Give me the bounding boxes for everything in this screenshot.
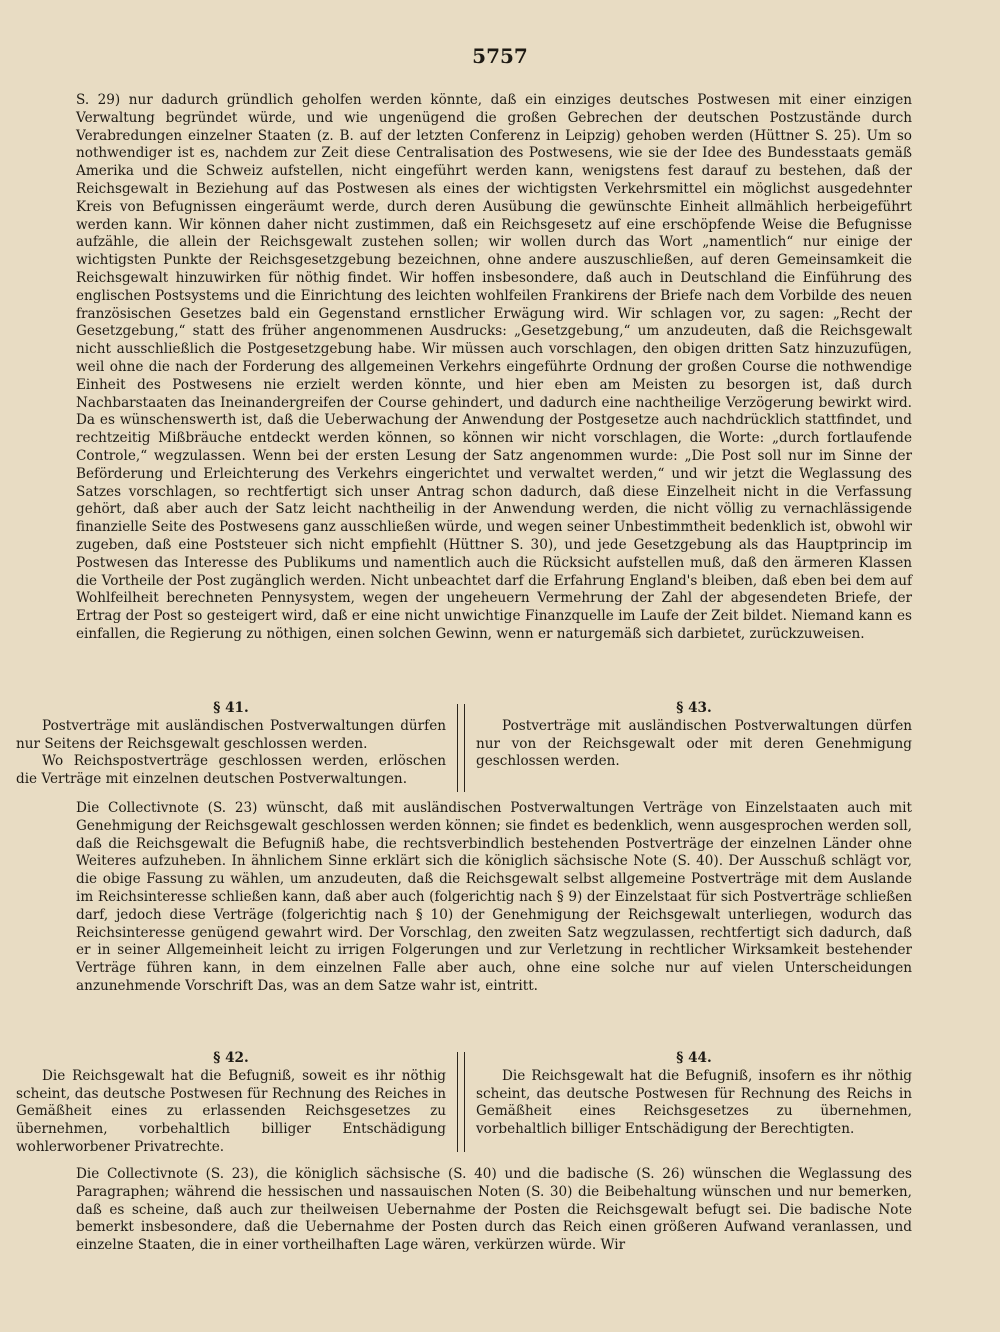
section-44-text-1: Die Reichsgewalt hat die Befugniß, insofern es ihr nöthig scheint, das deutsche Postwesen für Rechnung des Reichs in Gemäßheit eines Reichsgesetzes zu übernehmen, vorbehaltlich billiger Entschädigung der Berechtigten.: [476, 1067, 912, 1138]
body-paragraph-3: Die Collectivnote (S. 23), die königlich sächsische (S. 40) und die badische (S. 26) wünschen die Weglassung des Paragraphen; während die hessischen und nassauischen Noten (S. 30) die Beibehaltung wünschen und nur bemerken, daß es scheine, daß auch zur theilweisen Uebernahme der Posten die Reichsgewalt befugt sei. Die badische Note bemerkt insbesondere, daß die Uebernahme der Posten durch das Reich einen größeren Aufwand veranlassen, und einzelne Staaten, die in einer vortheilhaften Lage wären, verkürzen würde. Wir: [76, 1166, 912, 1254]
section-41-text-2: Wo Reichspostverträge geschlossen werden, erlöschen die Verträge mit einzelnen deutschen Postverwaltungen.: [16, 753, 446, 788]
body-paragraph-1: S. 29) nur dadurch gründlich geholfen werden könnte, daß ein einziges deutsches Postwesen mit einer einzigen Verwaltung begründet würde, und wie ungenügend die großen Gebrechen der deutschen Postzustände durch Verabredungen einzelner Staaten (z. B. auf der letzten Conferenz in Leipzig) gehoben werden (Hüttner S. 25). Um so nothwendiger ist es, nachdem zur Zeit diese Centralisation des Postwesens, wie sie der Idee des Bundesstaats gemäß Amerika und die Schweiz aufstellen, nicht eingeführt werden kann, wenigstens fest darauf zu bestehen, daß der Reichsgewalt in Beziehung auf das Postwesen als eines der wichtigsten Verkehrsmittel ein möglichst ausgedehnter Kreis von Befugnissen eingeräumt werde, durch deren Ausübung die gewünschte Einheit allmählich herbeigeführt werden kann. Wir können daher nicht zustimmen, daß ein Reichsgesetz auf eine erschöpfende Weise die Befugnisse aufzähle, die allein der Reichsgewalt zustehen sollen; wir wollen durch das Wort „namentlich“ nur einige der wichtigsten Punkte der Reichsgesetzgebung bezeichnen, ohne andere auszuschließen, auf deren Gemeinsamkeit die Reichsgewalt hinzuwirken für nöthig findet. Wir hoffen insbesondere, daß auch in Deutschland die Einführung des englischen Postsystems und die Einrichtung des leichten wohlfeilen Frankirens der Briefe nach dem Vorbilde des neuen französischen Gesetzes bald ein Gegenstand ernstlicher Erwägung wird. Wir schlagen vor, zu sagen: „Recht der Gesetzgebung,“ statt des früher angenommenen Ausdrucks: „Gesetzgebung,“ um anzudeuten, daß die Reichsgewalt nicht ausschließlich die Postgesetzgebung habe. Wir müssen auch vorschlagen, den obigen dritten Satz hinzuzufügen, weil ohne die nach der Forderung des allgemeinen Verkehrs eingeführte Ordnung der großen Course die nothwendige Einheit des Postwesens nie erzielt werden könnte, und hier eben am Meisten zu besorgen ist, daß durch Nachbarstaaten das Ineinandergreifen der Course gehindert, und dadurch eine nachtheilige Verzögerung bewirkt wird. Da es wünschenswerth ist, daß die Ueberwachung der Anwendung der Postgesetze auch nachdrücklich stattfindet, und rechtzeitig Mißbräuche entdeckt werden können, so können wir nicht vorschlagen, die Worte: „durch fortlaufende Controle,“ wegzulassen. Wenn bei der ersten Lesung der Satz angenommen wurde: „Die Post soll nur im Sinne der Beförderung und Erleichterung des Verkehrs eingerichtet und verwaltet werden,“ und wir jetzt die Weglassung des Satzes vorschlagen, so rechtfertigt sich unser Antrag schon dadurch, daß diese Einzelheit nicht in die Verfassung gehört, daß aber auch der Satz leicht nachtheilig in der Anwendung werden, die nicht völlig zu vernachlässigende finanzielle Seite des Postwesens ganz ausschließen würde, und wegen seiner Unbestimmtheit bedenklich ist, obwohl wir zugeben, daß eine Poststeuer sich nicht empfiehlt (Hüttner S. 30), und jede Gesetzgebung als das Hauptprincip im Postwesen das Interesse des Publikums und namentlich auch die Rücksicht aufstellen muß, daß den ärmeren Klassen die Vortheile der Post zugänglich werden. Nicht unbeachtet darf die Erfahrung England's bleiben, daß eben bei dem auf Wohlfeilheit berechneten Pennysystem, wegen der ungeheuern Vermehrung der Zahl der abgesendeten Briefe, der Ertrag der Post so gesteigert wird, daß er eine nicht unwichtige Finanzquelle im Laufe der Zeit bildet. Niemand kann es einfallen, die Regierung zu nöthigen, einen solchen Gewinn, wenn er naturgemäß sich darbietet, zurückzuweisen.: [76, 92, 912, 642]
section-41-heading: § 41.: [213, 700, 249, 716]
section-42: [16, 1050, 446, 1157]
section-41: [16, 700, 446, 789]
section-43-text-1: Postverträge mit ausländischen Postverwaltungen dürfen nur von der Reichsgewalt oder mit deren Genehmigung geschlossen werden.: [476, 717, 912, 770]
section-44: [476, 1050, 912, 1139]
column-divider: [457, 1052, 465, 1152]
section-42-text-1: Die Reichsgewalt hat die Befugniß, soweit es ihr nöthig scheint, das deutsche Postwesen für Rechnung des Reiches in Gemäßheit eines zu erlassenden Reichsgesetzes zu übernehmen, vorbehaltlich billiger Entschädigung wohlerworbener Privatrechte.: [16, 1067, 446, 1155]
column-divider: [457, 704, 465, 792]
section-44-heading: § 44.: [676, 1050, 712, 1066]
page-number: 5757: [472, 44, 528, 68]
section-43-heading: § 43.: [676, 700, 712, 716]
section-43: [476, 700, 912, 771]
section-42-heading: § 42.: [213, 1050, 249, 1066]
body-paragraph-2: Die Collectivnote (S. 23) wünscht, daß mit ausländischen Postverwaltungen Verträge von Einzelstaaten auch mit Genehmigung der Reichsgewalt geschlossen werden können; sie findet es bedenklich, wenn ausgesprochen werden soll, daß die Reichsgewalt die Befugniß habe, die rechtsverbindlich bestehenden Postverträge der einzelnen Länder ohne Weiteres aufzuheben. In ähnlichem Sinne erklärt sich die königlich sächsische Note (S. 40). Der Ausschuß schlägt vor, die obige Fassung zu wählen, um anzudeuten, daß die Reichsgewalt selbst allgemeine Postverträge mit dem Auslande im Reichsinteresse schließen kann, daß aber auch (folgerichtig nach § 9) der Einzelstaat für sich Postverträge schließen darf, jedoch diese Verträge (folgerichtig nach § 10) der Genehmigung der Reichsgewalt unterliegen, wodurch das Reichsinteresse genügend gewahrt wird. Der Vorschlag, den zweiten Satz wegzulassen, rechtfertigt sich dadurch, daß er in seiner Allgemeinheit leicht zu irrigen Folgerungen und zur Verletzung in rechtlicher Wirksamkeit bestehender Verträge führen kann, in dem einzelnen Falle aber auch, ohne eine solche nur auf vielen Unterscheidungen anzunehmende Vorschrift Das, was an dem Satze wahr ist, eintritt.: [76, 800, 912, 994]
section-41-text-1: Postverträge mit ausländischen Postverwaltungen dürfen nur Seitens der Reichsgewalt geschlossen werden.: [16, 717, 446, 752]
